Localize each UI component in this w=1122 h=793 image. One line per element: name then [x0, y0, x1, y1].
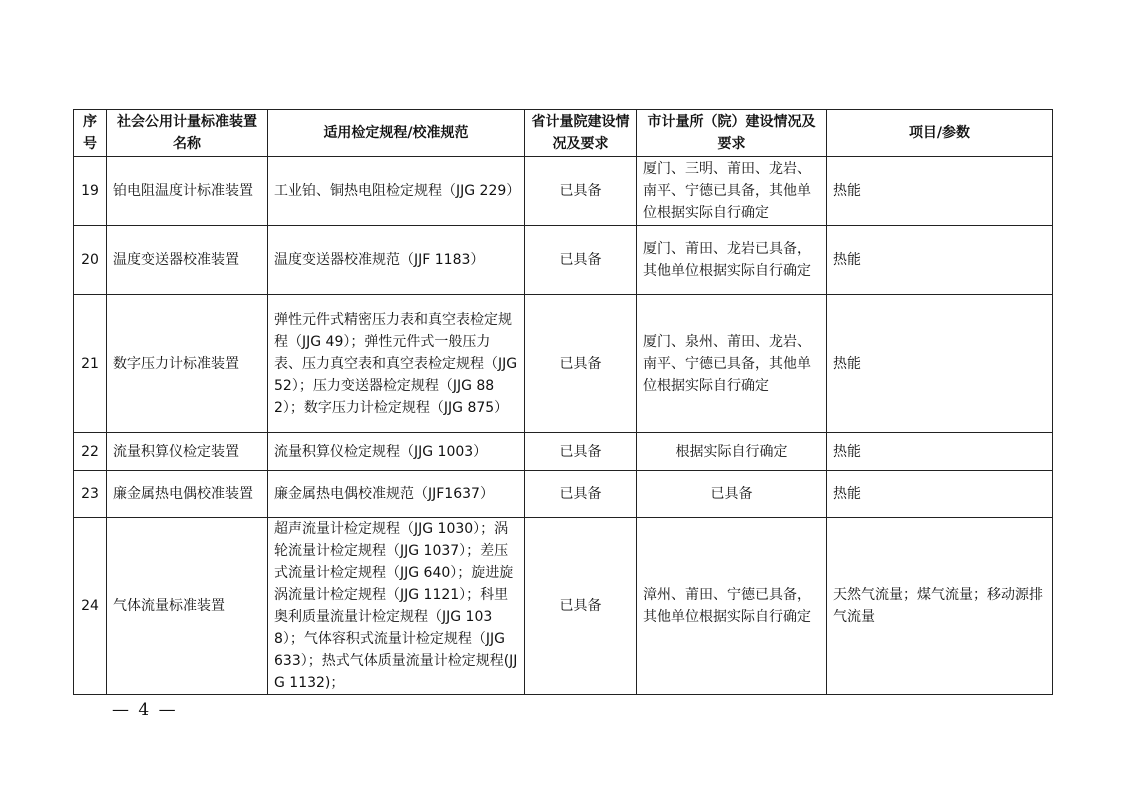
- cell-items: 热能: [827, 433, 1053, 471]
- header-device-name: 社会公用计量标准装置名称: [107, 110, 268, 157]
- table-row: [74, 157, 1053, 226]
- table-row: [74, 471, 1053, 518]
- page-number: — 4 —: [112, 700, 178, 720]
- cell-province: 已具备: [525, 226, 637, 295]
- cell-device-name: 数字压力计标准装置: [107, 295, 268, 433]
- cell-device-name: 流量积算仪检定装置: [107, 433, 268, 471]
- cell-city: 漳州、莆田、宁德已具备，其他单位根据实际自行确定: [637, 518, 827, 695]
- header-no: 序号: [74, 110, 107, 157]
- cell-spec: 超声流量计检定规程（JJG 1030）；涡轮流量计检定规程（JJG 1037）；差压式流量计检定规程（JJG 640）；旋进旋涡流量计检定规程（JJG 1121）；科里奥利质量流量计检定规程（JJG 1038）；气体容积式流量计检定规程（JJG 633）；热式气体质量流量计检定规程(JJG 1132)；: [268, 518, 525, 695]
- cell-device-name: 铂电阻温度计标准装置: [107, 157, 268, 226]
- table-row: [74, 295, 1053, 433]
- cell-no: 20: [74, 226, 107, 295]
- cell-city: 厦门、三明、莆田、龙岩、南平、宁德已具备，其他单位根据实际自行确定: [637, 157, 827, 226]
- header-spec: 适用检定规程/校准规范: [268, 110, 525, 157]
- cell-no: 19: [74, 157, 107, 226]
- cell-spec: 温度变送器校准规范（JJF 1183）: [268, 226, 525, 295]
- cell-spec: 工业铂、铜热电阻检定规程（JJG 229）: [268, 157, 525, 226]
- cell-device-name: 温度变送器校准装置: [107, 226, 268, 295]
- cell-spec: 弹性元件式精密压力表和真空表检定规程（JJG 49）；弹性元件式一般压力表、压力真空表和真空表检定规程（JJG 52）；压力变送器检定规程（JJG 882）；数字压力计检定规程（JJG 875）: [268, 295, 525, 433]
- cell-items: 热能: [827, 471, 1053, 518]
- header-city: 市计量所（院）建设情况及要求: [637, 110, 827, 157]
- cell-city: 已具备: [637, 471, 827, 518]
- cell-city: 厦门、泉州、莆田、龙岩、南平、宁德已具备，其他单位根据实际自行确定: [637, 295, 827, 433]
- table-row: [74, 518, 1053, 695]
- table-row: [74, 226, 1053, 295]
- cell-province: 已具备: [525, 471, 637, 518]
- header-province: 省计量院建设情况及要求: [525, 110, 637, 157]
- cell-items: 热能: [827, 157, 1053, 226]
- cell-province: 已具备: [525, 157, 637, 226]
- standards-table: [73, 109, 1053, 695]
- cell-province: 已具备: [525, 295, 637, 433]
- cell-items: 热能: [827, 295, 1053, 433]
- cell-no: 24: [74, 518, 107, 695]
- cell-device-name: 廉金属热电偶校准装置: [107, 471, 268, 518]
- cell-items: 天然气流量；煤气流量；移动源排气流量: [827, 518, 1053, 695]
- table-header-row: [74, 110, 1053, 157]
- header-items: 项目/参数: [827, 110, 1053, 157]
- cell-spec: 廉金属热电偶校准规范（JJF1637）: [268, 471, 525, 518]
- cell-city: 根据实际自行确定: [637, 433, 827, 471]
- cell-no: 23: [74, 471, 107, 518]
- cell-province: 已具备: [525, 518, 637, 695]
- cell-items: 热能: [827, 226, 1053, 295]
- cell-city: 厦门、莆田、龙岩已具备，其他单位根据实际自行确定: [637, 226, 827, 295]
- cell-spec: 流量积算仪检定规程（JJG 1003）: [268, 433, 525, 471]
- cell-province: 已具备: [525, 433, 637, 471]
- cell-no: 21: [74, 295, 107, 433]
- table-row: [74, 433, 1053, 471]
- cell-device-name: 气体流量标准装置: [107, 518, 268, 695]
- cell-no: 22: [74, 433, 107, 471]
